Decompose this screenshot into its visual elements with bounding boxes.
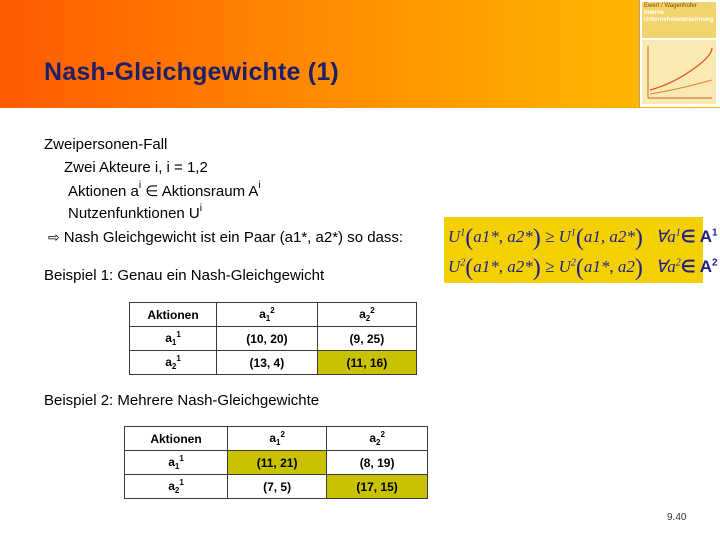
row-label: $a_1^1$ <box>130 327 217 351</box>
table-header-actions: Aktionen <box>125 427 228 451</box>
nash-definition-line: ⇨ Nash Gleichgewicht ist ein Paar (a1*, a2*) so dass: <box>48 229 404 246</box>
line-actors: Zwei Akteure i, i = 1,2 <box>64 159 208 176</box>
book-cover-graphic <box>642 40 716 104</box>
row-label: $a_2^1$ <box>125 475 228 499</box>
cover-graph-icon <box>642 40 716 104</box>
arrow-right-icon: ⇨ <box>48 229 60 245</box>
book-cover-title: Ewert / Wagenhofer Interne Unternehmensrechnung <box>642 2 716 38</box>
payoff-cell: (10, 20) <box>217 327 318 351</box>
line-actions: Aktionen $a^i$ ∈ Aktionsraum $A^i$ <box>68 180 261 200</box>
header-band <box>0 0 720 108</box>
example1-caption: Beispiel 1: Genau ein Nash-Gleichgewicht <box>44 267 325 284</box>
col-label: $a_1^2$ <box>228 427 327 451</box>
example2-caption: Beispiel 2: Mehrere Nash-Gleichgewichte <box>44 392 320 409</box>
col-label: $a_2^2$ <box>317 303 416 327</box>
book-cover-image <box>639 0 720 107</box>
page-number: 9.40 <box>667 512 687 523</box>
formula-row-2: $U^2(a1*$, $a2*) \ge U^2(a1*$, a2) $\forall a^2\in$ $A^2$ <box>448 255 718 281</box>
example2-payoff-table <box>124 426 428 499</box>
example1-payoff-table <box>129 302 417 375</box>
payoff-cell: (8, 19) <box>327 451 428 475</box>
payoff-cell-equilibrium: (11, 21) <box>228 451 327 475</box>
col-label: $a_1^2$ <box>217 303 318 327</box>
payoff-cell-equilibrium: (11, 16) <box>317 351 416 375</box>
row-label: $a_1^1$ <box>125 451 228 475</box>
nash-condition-formula <box>444 217 718 283</box>
payoff-cell-equilibrium: (17, 15) <box>327 475 428 499</box>
col-label: $a_2^2$ <box>327 427 428 451</box>
slide-title: Nash-Gleichgewichte (1) <box>44 58 339 86</box>
payoff-cell: (7, 5) <box>228 475 327 499</box>
table-header-actions: Aktionen <box>130 303 217 327</box>
payoff-cell: (9, 25) <box>317 327 416 351</box>
heading-two-player: Zweipersonen-Fall <box>44 136 168 153</box>
row-label: $a_2^1$ <box>130 351 217 375</box>
line-utility: Nutzenfunktionen $U^i$ <box>68 203 202 222</box>
payoff-cell: (13, 4) <box>217 351 318 375</box>
formula-row-1: $U^1(a1*$, $a2*) \ge U^1(a1$, a2*) $\forall a^1\in$ $A^1$ <box>448 225 718 251</box>
